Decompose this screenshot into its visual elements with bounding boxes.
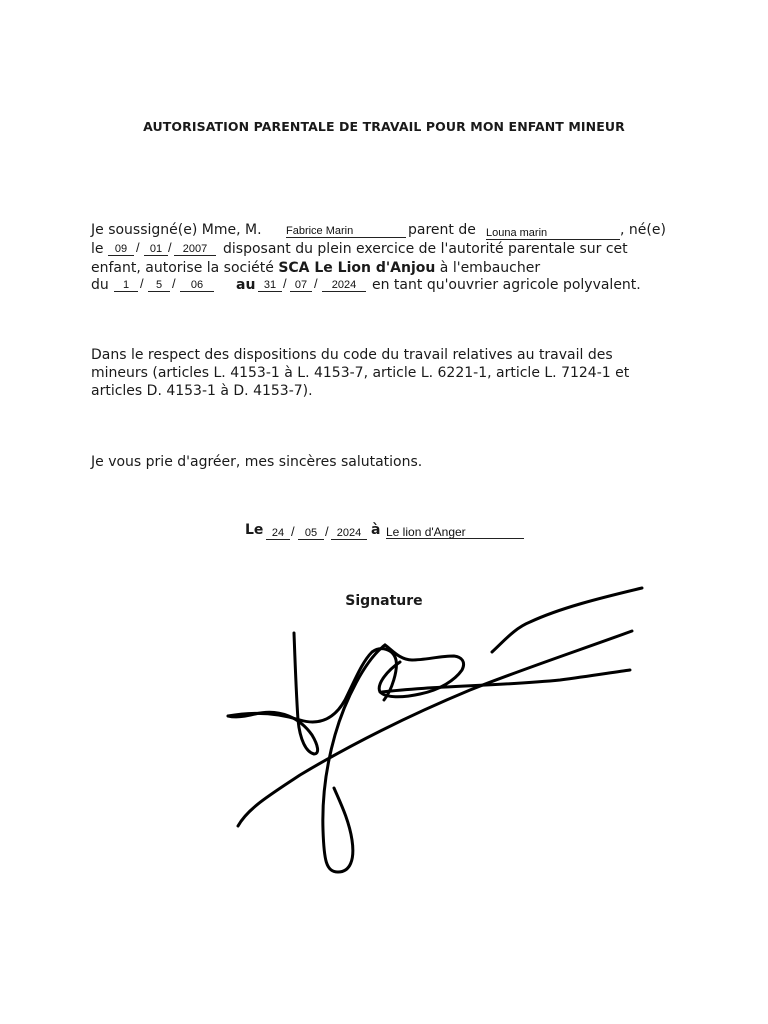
- legal-line-3: articles D. 4153-1 à D. 4153-7).: [91, 383, 313, 399]
- position-text: en tant qu'ouvrier agricole polyvalent.: [372, 277, 641, 293]
- birth-year-field[interactable]: 2007: [174, 243, 216, 256]
- end-year-field[interactable]: 2024: [322, 279, 366, 292]
- document-title: AUTORISATION PARENTALE DE TRAVAIL POUR MON ENFANT MINEUR: [143, 119, 625, 134]
- date-separator: /: [314, 276, 318, 291]
- parent-de-text: parent de: [408, 222, 476, 238]
- sign-month-field[interactable]: 05: [298, 527, 324, 540]
- parent-name-field[interactable]: Fabrice Marin: [286, 225, 406, 238]
- intro-text: Je soussigné(e) Mme, M.: [91, 222, 262, 238]
- closing-text: Je vous prie d'agréer, mes sincères salutations.: [91, 454, 423, 470]
- au-text: au: [236, 277, 256, 293]
- date-separator: /: [136, 240, 140, 255]
- start-month-field[interactable]: 5: [148, 279, 170, 292]
- sign-day-field[interactable]: 24: [266, 527, 290, 540]
- sign-year-field[interactable]: 2024: [331, 527, 367, 540]
- sign-place-field[interactable]: Le lion d'Anger: [386, 526, 524, 539]
- du-text: du: [91, 277, 109, 293]
- date-separator: /: [283, 276, 287, 291]
- date-separator: /: [291, 524, 295, 539]
- date-separator: /: [140, 276, 144, 291]
- date-separator: /: [168, 240, 172, 255]
- le-label: Le: [245, 522, 264, 538]
- a-label: à: [371, 522, 381, 538]
- date-separator: /: [325, 524, 329, 539]
- le-text: le: [91, 241, 104, 257]
- company-name: SCA Le Lion d'Anjou: [278, 260, 436, 276]
- nee-text: , né(e): [620, 222, 666, 238]
- end-month-field[interactable]: 07: [290, 279, 312, 292]
- start-day-field[interactable]: 1: [114, 279, 138, 292]
- birth-month-field[interactable]: 01: [144, 243, 168, 256]
- legal-line-2: mineurs (articles L. 4153-1 à L. 4153-7, article L. 6221-1, article L. 7124-1 et: [91, 365, 630, 381]
- signature-label: Signature: [345, 593, 423, 609]
- authorize-text: enfant, autorise la société SCA Le Lion d'Anjou à l'embaucher: [91, 260, 541, 276]
- birth-day-field[interactable]: 09: [108, 243, 134, 256]
- start-year-field[interactable]: 06: [180, 279, 214, 292]
- legal-line-1: Dans le respect des dispositions du code du travail relatives au travail des: [91, 347, 613, 363]
- child-name-field[interactable]: Louna marin: [486, 227, 620, 240]
- end-day-field[interactable]: 31: [258, 279, 282, 292]
- authority-text: disposant du plein exercice de l'autorité parentale sur cet: [223, 241, 628, 257]
- date-separator: /: [172, 276, 176, 291]
